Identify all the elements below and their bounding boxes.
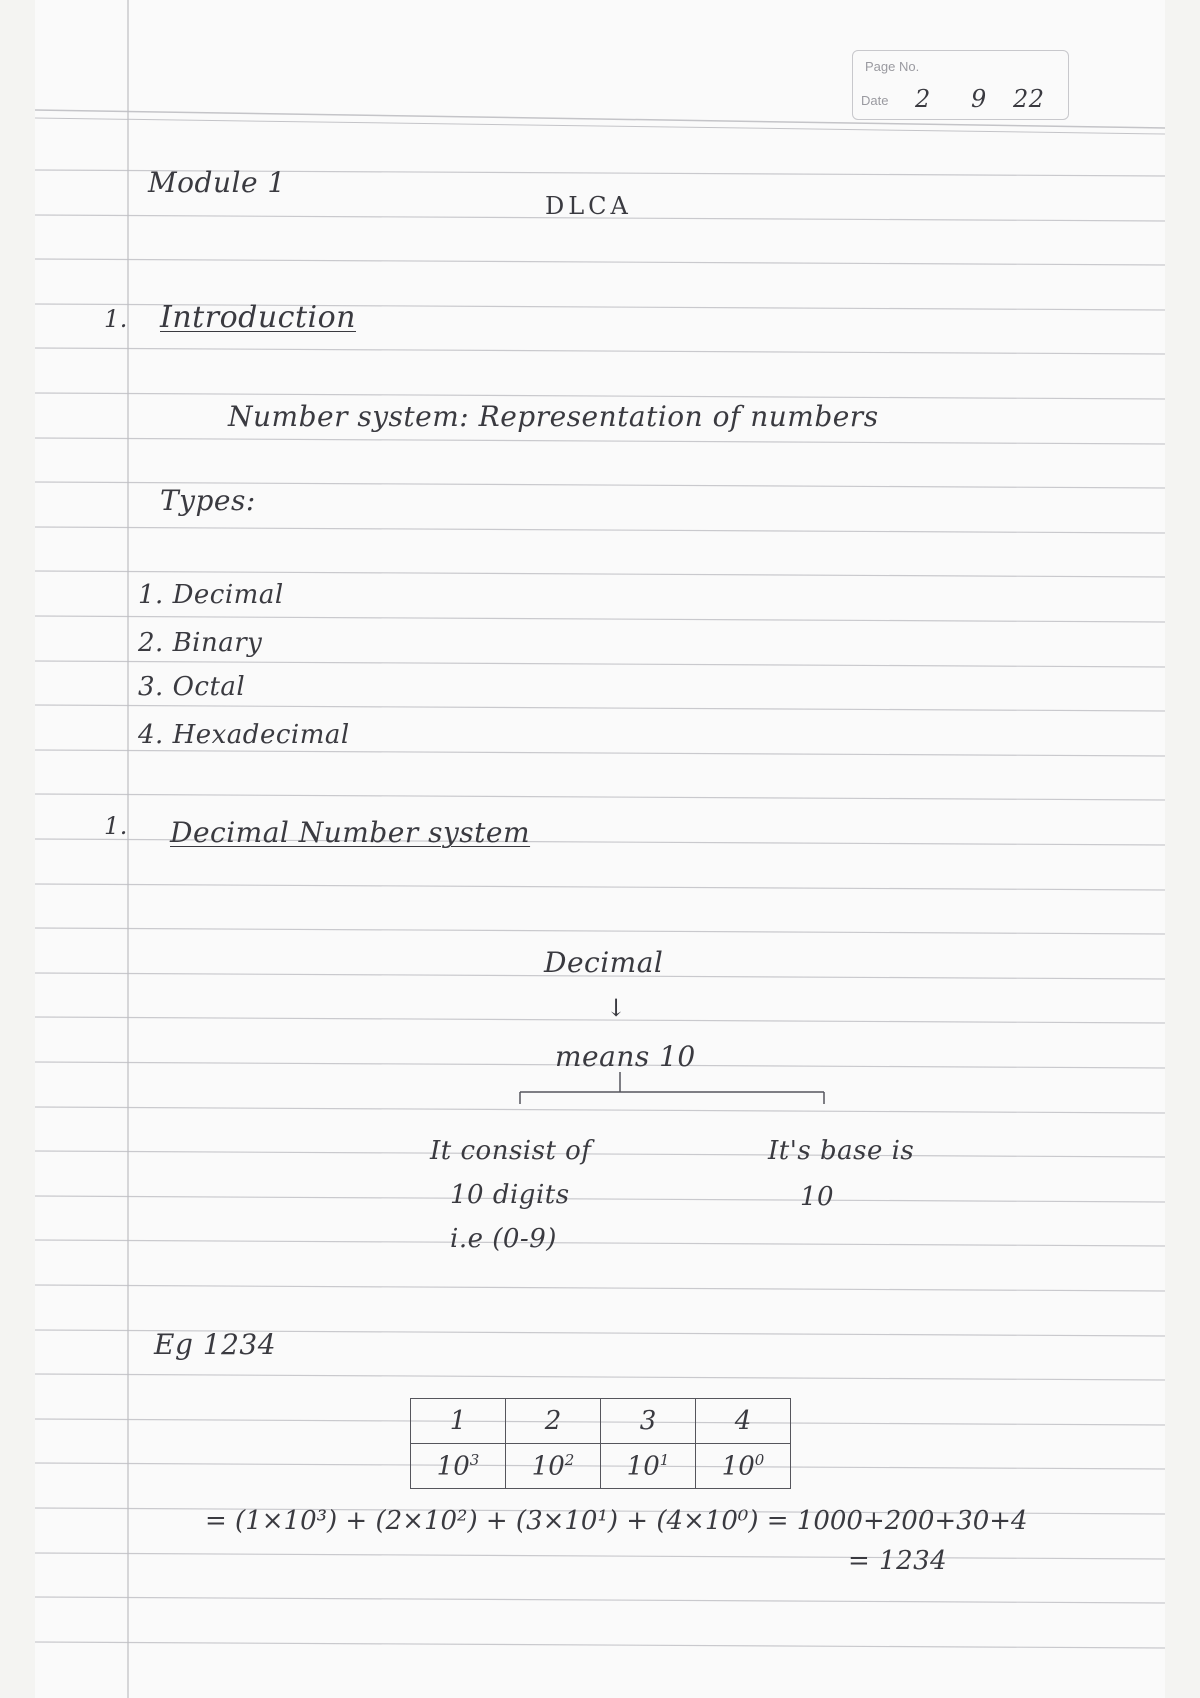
type-item: 1. Decimal [138,580,284,610]
date-label: Date [861,93,889,108]
diagram-means: means 10 [555,1040,696,1073]
digit-cell: 4 [696,1399,791,1444]
power-cell [601,1444,696,1489]
diagram-root: Decimal [544,946,664,979]
power-exponent: 2 [564,1450,575,1469]
digit-cell: 3 [601,1399,696,1444]
expansion-line: = (1×10³) + (2×10²) + (3×10¹) + (4×10⁰) = 1000+200+30+4 [205,1506,1028,1536]
type-item: 3. Octal [138,672,246,702]
down-arrow-icon: ↓ [606,994,627,1022]
power-base: 10 [436,1451,470,1482]
decimal-section-heading: Decimal Number system [170,816,531,849]
date-day: 2 [915,85,931,113]
intro-heading: Introduction [160,300,356,335]
digit-cell: 2 [506,1399,601,1444]
digit-cell: 1 [411,1399,506,1444]
right-branch-line: 10 [800,1182,835,1212]
result-line: = 1234 [848,1546,948,1576]
decimal-section-number: 1. [104,812,128,840]
power-cell [506,1444,601,1489]
place-value-table [410,1398,791,1489]
date-year: 22 [1013,85,1045,113]
module-title: Module 1 [148,166,286,199]
power-base: 10 [531,1451,565,1482]
page-no-label: Page No. [865,59,920,74]
left-branch-line: It consist of [430,1136,592,1166]
date-month: 9 [971,85,987,113]
power-cell [696,1444,791,1489]
power-exponent: 0 [754,1450,765,1469]
power-exponent: 3 [469,1450,480,1469]
left-branch-line: 10 digits [450,1180,570,1210]
type-item: 2. Binary [138,628,263,658]
left-branch-line: i.e (0-9) [450,1224,557,1254]
digit-row [411,1399,791,1444]
power-cell [411,1444,506,1489]
intro-number: 1. [104,305,128,333]
type-item: 4. Hexadecimal [138,720,350,750]
power-exponent: 1 [659,1450,670,1469]
subject-title: DLCA [545,192,632,220]
power-row [411,1444,791,1489]
number-system-definition: Number system: Representation of numbers [228,400,879,433]
power-base: 10 [721,1451,755,1482]
right-branch-line: It's base is [768,1136,915,1166]
example-label: Eg 1234 [154,1328,277,1361]
power-base: 10 [626,1451,660,1482]
types-label: Types: [160,484,256,517]
